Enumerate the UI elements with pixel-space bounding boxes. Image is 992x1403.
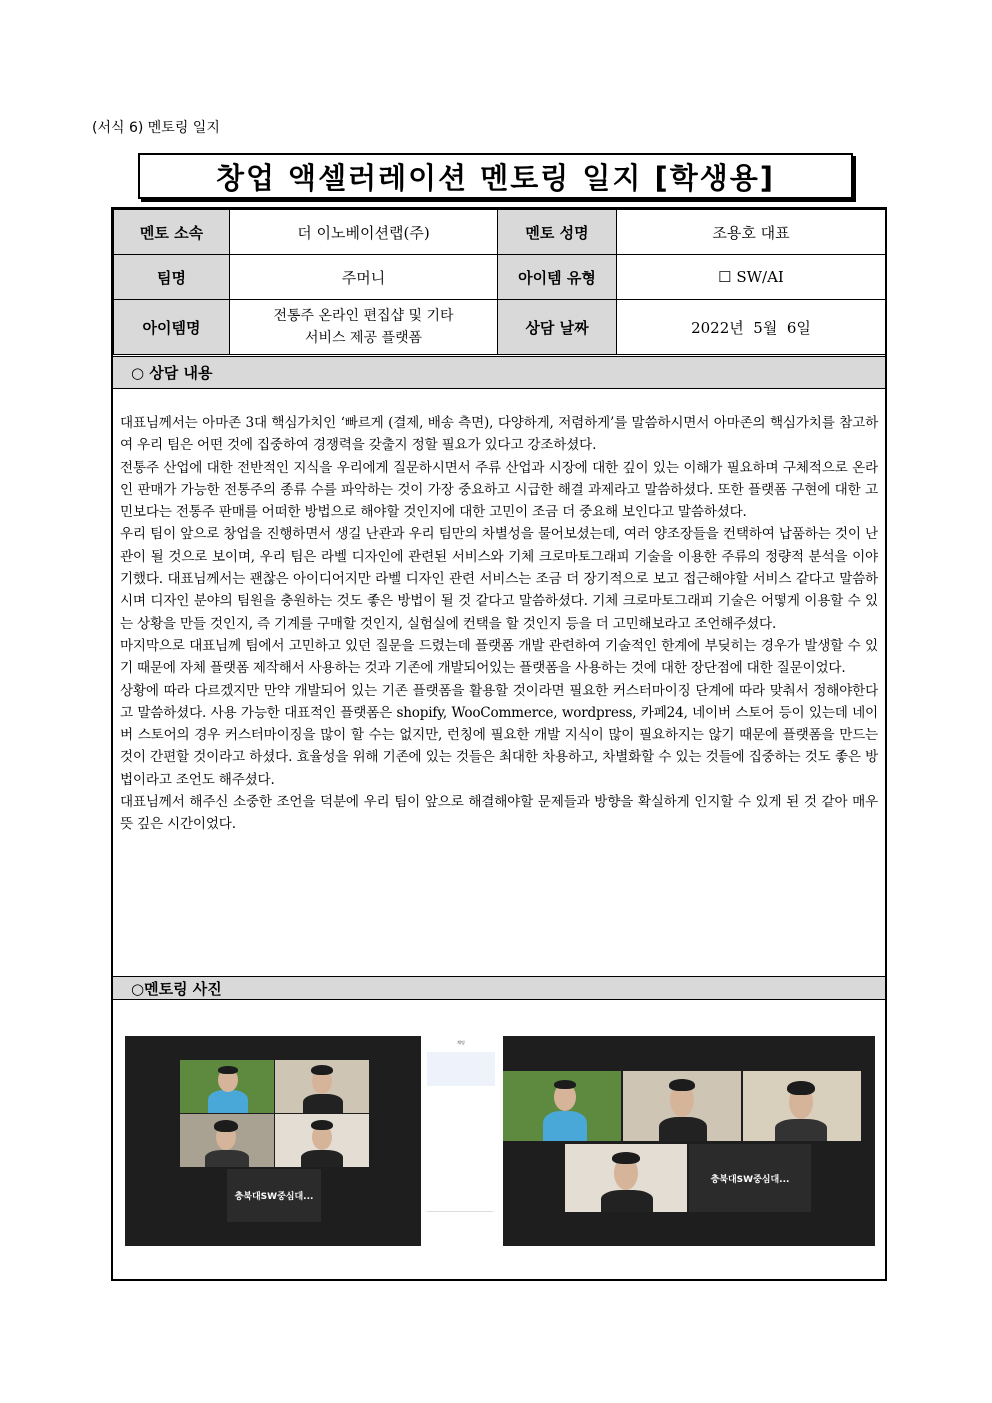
video-tile-student-2 [743,1071,861,1141]
video-tile-student-2 [180,1114,274,1167]
document-title-box [138,153,853,199]
info-table [113,209,886,355]
consult-content [120,412,878,836]
item-type-value: ☐ SW/AI [617,255,886,300]
video-tile-label: 충북대SW중심대... [710,1174,790,1185]
mentor-affiliation-value: 더 이노베이션랩(주) [230,210,498,255]
consult-section-header: ○ 상담 내용 [113,356,885,389]
consult-paragraph: 상황에 따라 다르겠지만 만약 개발되어 있는 기존 플랫폼을 활용할 것이라면 필요한 커스터마이징 단계에 따라 맞춰서 정해야한다고 말씀하셨다. 사용 가능한 대표적인 플랫폼은 shopify, WooCommerce, wordpress, 카페24, 네이버 스토어 등이 있는데 네이버 스토어의 경우 커스터마이징을 많이 할 수는 없지만, 런칭에 필요한 개발 지식이 많이 필요하지는 않기 때문에 플랫폼을 만드는 것이 간편할 것이라고 하셨다. 효율성을 위해 기존에 있는 것들은 최대한 차용하고, 차별화할 수 있는 것들에 집중하는 것도 좋은 방법이라고 조언도 해주셨다. [120,682,878,788]
item-name-label: 아이템명 [114,300,230,355]
chat-panel [421,1036,501,1246]
mentoring-photo-2 [503,1036,875,1246]
video-tile-label: 충북대SW중심대... [234,1192,314,1202]
video-tile-mentor [503,1071,621,1141]
item-name-line1: 전통주 온라인 편집샵 및 기타 [273,308,454,324]
date-value: 2022년 5월 6일 [617,300,886,355]
mentor-name-value: 조용호 대표 [617,210,886,255]
chat-title: 채팅 [457,1040,465,1045]
photo-section-header: ○멘토링 사진 [113,976,885,1000]
consult-paragraph: 우리 팀이 앞으로 창업을 진행하면서 생길 난관과 우리 팀만의 차별성을 물어보셨는데, 여러 양조장들을 컨택하여 납품하는 것이 난관이 될 것으로 보이며, 우리 팀은 라벨 디자인에 관련된 서비스와 기체 크로마토그래피 기술을 이용한 주류의 정량적 분석을 이야기했다. 대표님께서는 괜찮은 아이디어지만 라벨 디자인 관련 서비스는 조금 더 장기적으로 보고 접근해야할 서비스 같다고 말씀하시며 디자인 분야의 팀원을 충원하는 것도 좋은 방법이 될 것 같다고 말씀하셨다. 기체 크로마토그래피 기술은 어떻게 이용할 수 있는 상황을 만들 것인지, 즉 기계를 구매할 것인지, 실험실에 컨택을 할 것인지 등을 더 고민해보라고 조언해주셨다. [120,526,878,632]
team-label: 팀명 [114,255,230,300]
mentoring-log-frame [111,207,887,1281]
chat-message [427,1052,495,1086]
video-tile-student-3 [275,1114,369,1167]
video-tile-no-camera [689,1144,811,1212]
date-label: 상담 날짜 [498,300,617,355]
video-tile-student-1 [623,1071,741,1141]
form-number-label: (서식 6) 멘토링 일지 [92,120,220,136]
document-title: 창업 액셀러레이션 멘토링 일지 [학생용] [215,160,776,195]
consult-paragraph: 대표님께서는 아마존 3대 핵심가치인 ‘빠르게 (결제, 배송 측면), 다양하게, 저렴하게’를 말씀하시면서 아마존의 핵심가치를 참고하여 우리 팀은 어떤 것에 집중하여 경쟁력을 갖출지 정할 필요가 있다고 강조하셨다. [120,415,878,454]
item-name-line2: 서비스 제공 플랫폼 [304,330,423,346]
mentor-name-label: 멘토 성명 [498,210,617,255]
video-tile-student-1 [275,1060,369,1113]
video-tile-no-camera [227,1169,321,1222]
consult-paragraph: 전통주 산업에 대한 전반적인 지식을 우리에게 질문하시면서 주류 산업과 시장에 대한 깊이 있는 이해가 필요하며 구체적으로 온라인 판매가 가능한 전통주의 종류 수를 파악하는 것이 가장 중요하고 시급한 해결 과제라고 말씀하셨다. 또한 플랫폼 구현에 대한 고민보다는 전통주 판매를 어떠한 방법으로 해야할 것인지에 대한 고민이 조금 더 중요해 보인다고 말씀하셨다. [120,459,878,521]
item-type-label: 아이템 유형 [498,255,617,300]
mentor-affiliation-label: 멘토 소속 [114,210,230,255]
video-tile-student-3 [565,1144,687,1212]
item-name-value [230,300,498,355]
video-tile-mentor [180,1060,274,1113]
consult-paragraph: 마지막으로 대표님께 팀에서 고민하고 있던 질문을 드렸는데 플랫폼 개발 관련하여 기술적인 한계에 부딪히는 경우가 발생할 수 있기 때문에 자체 플랫폼 제작해서 사용하는 것과 기존에 개발되어있는 플랫폼을 사용하는 것에 대한 장단점에 대한 질문이었다. [120,637,878,677]
mentoring-photo-1 [125,1036,501,1246]
chat-input [427,1211,493,1226]
team-value: 주머니 [230,255,498,300]
consult-paragraph: 대표님께서 해주신 소중한 조언을 덕분에 우리 팀이 앞으로 해결해야할 문제들과 방향을 확실하게 인지할 수 있게 된 것 같아 매우 뜻 깊은 시간이었다. [120,794,878,833]
